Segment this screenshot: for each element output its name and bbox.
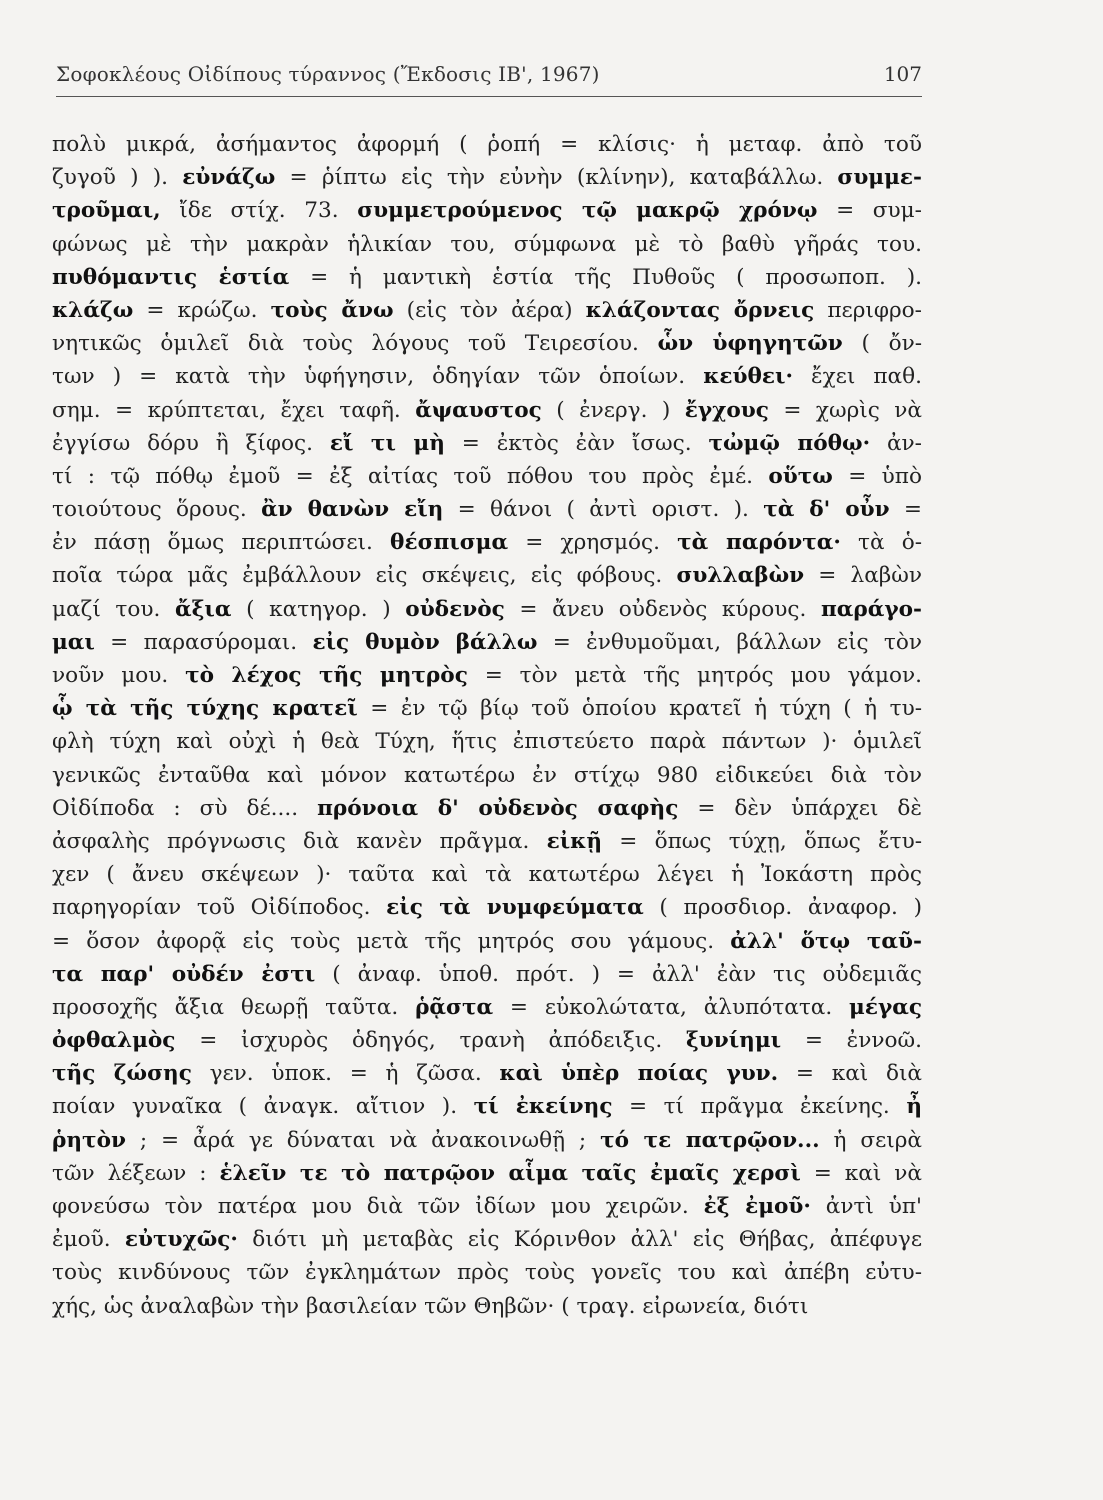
gloss: χής, ὡς ἀναλαβὼν τὴν βασιλείαν τῶν Θηβῶν· ( τραγ. εἰρωνεία, διότι bbox=[52, 1293, 809, 1319]
text-line bbox=[52, 1223, 922, 1256]
lemma: τὰ παρόντα· bbox=[677, 530, 841, 556]
lemma: ἄξια bbox=[175, 596, 232, 622]
text-line bbox=[52, 659, 922, 692]
gloss: = ἐννοῶ. bbox=[781, 1028, 922, 1054]
gloss: τοιούτους ὅρους. bbox=[52, 497, 262, 523]
gloss: = θάνοι ( ἀντὶ οριστ. ). bbox=[443, 497, 764, 523]
text-line bbox=[52, 228, 922, 261]
text-line bbox=[52, 1256, 922, 1289]
text-line bbox=[52, 294, 922, 327]
gloss: = τὸν μετὰ τῆς μητρός μου γάμον. bbox=[467, 663, 922, 688]
text-line bbox=[52, 991, 922, 1024]
lemma: συμμε- bbox=[837, 165, 923, 191]
commentary-text bbox=[52, 128, 922, 1323]
text-line bbox=[52, 1190, 922, 1223]
lemma: ἔγχους bbox=[684, 397, 769, 423]
gloss: ( ἐνεργ. ) bbox=[541, 397, 685, 423]
running-title: Σοφοκλέους Οἰδίπους τύραννος (Ἔκδοσις ΙΒ', 1967) bbox=[56, 62, 600, 86]
lemma: συμμετρούμενος τῷ μακρῷ χρόνῳ bbox=[357, 198, 818, 224]
text-line bbox=[52, 1057, 922, 1090]
text-line bbox=[52, 825, 922, 858]
text-line bbox=[52, 559, 922, 592]
lemma: κεύθει· bbox=[703, 364, 793, 390]
lemma: ῥᾷστα bbox=[415, 994, 494, 1020]
gloss: ( προσδιορ. ἀναφορ. ) bbox=[643, 895, 923, 921]
gloss: = συμ- bbox=[817, 198, 922, 224]
gloss: ἐγγίσω δόρυ ἢ ξίφος. bbox=[52, 430, 330, 456]
lemma: οὐδενὸς bbox=[405, 596, 505, 622]
lemma: ἑλεῖν τε τὸ πατρῷον αἷμα ταῖς ἐμαῖς χερσὶ bbox=[219, 1160, 801, 1186]
gloss: ἐμοῦ. bbox=[52, 1227, 125, 1253]
lemma: τοὺς ἄνω bbox=[270, 297, 394, 323]
gloss: = ἐκτὸς ἐὰν ἴσως. bbox=[444, 430, 709, 456]
text-line bbox=[52, 858, 922, 891]
gloss: = κρώζω. bbox=[133, 297, 271, 323]
gloss: ( ὄν- bbox=[842, 331, 923, 357]
gloss: ἐν πάσῃ ὅμως περιπτώσει. bbox=[52, 530, 391, 556]
lemma: πυθόμαντις ἑστία bbox=[52, 264, 290, 290]
lemma: τα παρ' οὐδέν ἐστι bbox=[52, 961, 316, 987]
gloss: νοῦν μου. bbox=[52, 663, 186, 688]
lemma: κλάζοντας ὄρνεις bbox=[585, 297, 815, 323]
gloss: = ὅπως τύχῃ, ὅπως ἔτυ- bbox=[602, 828, 922, 854]
text-line bbox=[52, 1157, 922, 1190]
text-line bbox=[52, 626, 922, 659]
lemma: εὐνάζω bbox=[182, 165, 276, 191]
gloss: γενικῶς ἐνταῦθα καὶ μόνον κατωτέρω ἐν στίχῳ 980 εἰδικεύει διὰ τὸν bbox=[52, 762, 922, 788]
text-line bbox=[52, 1024, 922, 1057]
gloss: προσοχῆς ἄξια θεωρῇ ταῦτα. bbox=[52, 994, 416, 1020]
lemma: συλλαβὼν bbox=[676, 563, 805, 589]
gloss: = καὶ νὰ bbox=[800, 1160, 922, 1186]
text-line bbox=[52, 1290, 922, 1323]
lemma: εἰκῇ bbox=[546, 828, 603, 854]
gloss: ἀν- bbox=[870, 430, 922, 456]
gloss: πολὺ μικρά, ἀσήμαντος ἀφορμή ( ῥοπή = κλίσις· ἡ μεταφ. ἀπὸ τοῦ bbox=[52, 132, 922, 157]
gloss: ( κατηγορ. ) bbox=[231, 596, 406, 622]
gloss: = ἐνθυμοῦμαι, βάλλων εἰς τὸν bbox=[537, 629, 922, 655]
lemma: τροῦμαι, bbox=[52, 198, 161, 224]
page-header bbox=[56, 60, 922, 97]
lemma: ἐξ ἐμοῦ· bbox=[703, 1194, 811, 1219]
text-line bbox=[52, 526, 922, 559]
text-line bbox=[52, 493, 922, 526]
gloss: = χωρὶς νὰ bbox=[768, 397, 923, 423]
gloss: = ἰσχυρὸς ὁδηγός, τρανὴ ἀπόδειξις. bbox=[175, 1028, 686, 1054]
text-line bbox=[52, 360, 922, 393]
lemma: εἰς θυμὸν βάλλω bbox=[312, 629, 538, 655]
gloss: νητικῶς ὁμιλεῖ διὰ τοὺς λόγους τοῦ Τειρεσίου. bbox=[52, 331, 658, 357]
lemma: τὸ λέχος τῆς μητρὸς bbox=[185, 663, 468, 688]
gloss: διότι μὴ μεταβὰς εἰς Κόρινθον ἀλλ' εἰς Θήβας, ἀπέφυγε bbox=[237, 1227, 923, 1253]
gloss: = τί πρᾶγμα ἐκείνης. bbox=[612, 1094, 907, 1120]
text-line bbox=[52, 394, 922, 427]
gloss: χεν ( ἄνευ σκέψεων )· ταῦτα καὶ τὰ κατωτέρω λέγει ἡ Ἰοκάστη πρὸς bbox=[52, 862, 922, 888]
lemma: τὰ δ' οὖν bbox=[763, 497, 890, 523]
text-line bbox=[52, 161, 922, 194]
gloss: Οἰδίποδα : σὺ δέ.... bbox=[52, 795, 318, 821]
gloss: = ὑπὸ bbox=[832, 463, 922, 489]
lemma: οὕτω bbox=[768, 463, 833, 489]
text-line bbox=[52, 261, 922, 294]
lemma: ἄψαυστος bbox=[415, 397, 542, 423]
gloss: ; = ἆρά γε δύναται νὰ ἀνακοινωθῇ ; bbox=[125, 1127, 601, 1153]
lemma: ἂν θανὼν εἴη bbox=[261, 497, 444, 523]
gloss: ἡ σειρὰ bbox=[819, 1127, 923, 1153]
gloss: = ἡ μαντικὴ ἑστία τῆς Πυθοῦς ( προσωποπ. ). bbox=[289, 264, 922, 290]
text-line bbox=[52, 891, 922, 924]
gloss: παρηγορίαν τοῦ Οἰδίποδος. bbox=[52, 895, 387, 921]
text-line bbox=[52, 427, 922, 460]
gloss: = ἐν τῷ βίῳ τοῦ ὁποίου κρατεῖ ἡ τύχη ( ἡ τυ- bbox=[357, 696, 922, 722]
lemma: παράγο- bbox=[820, 596, 922, 622]
gloss: των ) = κατὰ τὴν ὑφήγησιν, ὁδηγίαν τῶν ὁποίων. bbox=[52, 364, 704, 390]
lemma: ἦ bbox=[906, 1094, 923, 1120]
gloss: φονεύσω τὸν πατέρα μου διὰ τῶν ἰδίων μου χειρῶν. bbox=[52, 1194, 704, 1219]
lemma: ὀφθαλμὸς bbox=[52, 1028, 176, 1054]
text-line bbox=[52, 759, 922, 792]
gloss: = ῥίπτω εἰς τὴν εὐνὴν (κλίνην), καταβάλλω. bbox=[275, 165, 838, 191]
gloss: = bbox=[889, 497, 922, 523]
lemma: θέσπισμα bbox=[390, 530, 509, 556]
gloss: ποῖα τώρα μᾶς ἐμβάλλουν εἰς σκέψεις, εἰς φόβους. bbox=[52, 563, 677, 589]
lemma: ῥητὸν bbox=[52, 1127, 126, 1153]
gloss: ἀσφαλὴς πρόγνωσις διὰ κανὲν πρᾶγμα. bbox=[52, 828, 547, 854]
gloss: = ἄνευ οὐδενὸς κύρους. bbox=[504, 596, 821, 622]
text-line bbox=[52, 725, 922, 758]
text-line bbox=[52, 194, 922, 227]
text-line bbox=[52, 1124, 922, 1157]
text-line bbox=[52, 128, 922, 161]
text-line bbox=[52, 925, 922, 958]
lemma: εἴ τι μὴ bbox=[329, 430, 445, 456]
gloss: = χρησμός. bbox=[508, 530, 678, 556]
text-line bbox=[52, 958, 922, 991]
gloss: (εἰς τὸν ἀέρα) bbox=[393, 297, 586, 323]
lemma: ὧν ὑφηγητῶν bbox=[657, 331, 843, 357]
text-line bbox=[52, 792, 922, 825]
text-line bbox=[52, 593, 922, 626]
gloss: = δὲν ὑπάρχει δὲ bbox=[678, 795, 923, 821]
gloss: τοὺς κινδύνους τῶν ἐγκλημάτων πρὸς τοὺς γονεῖς του καὶ ἀπέβη εὐτυ- bbox=[52, 1260, 922, 1286]
lemma: ἀλλ' ὅτῳ ταῦ- bbox=[730, 928, 922, 954]
lemma: εἰς τὰ νυμφεύματα bbox=[386, 895, 644, 921]
gloss: ἀντὶ ὑπ' bbox=[810, 1194, 922, 1219]
gloss: περιφρο- bbox=[814, 297, 922, 323]
text-line bbox=[52, 692, 922, 725]
gloss: σημ. = κρύπτεται, ἔχει ταφῆ. bbox=[52, 397, 416, 423]
gloss: φλὴ τύχη καὶ οὐχὶ ἡ θεὰ Τύχη, ἥτις ἐπιστεύετο παρὰ πάντων )· ὁμιλεῖ bbox=[52, 729, 922, 755]
gloss: ἔχει παθ. bbox=[792, 364, 922, 390]
gloss: ποίαν γυναῖκα ( ἀναγκ. αἴτιον ). bbox=[52, 1094, 474, 1120]
gloss: = καὶ διὰ bbox=[778, 1061, 922, 1087]
lemma: μέγας bbox=[849, 994, 922, 1020]
gloss: φώνως μὲ τὴν μακρὰν ἡλικίαν του, σύμφωνα μὲ τὸ βαθὺ γῆράς του. bbox=[52, 231, 922, 257]
lemma: καὶ ὑπὲρ ποίας γυν. bbox=[499, 1061, 779, 1087]
lemma: τῆς ζώσης bbox=[52, 1061, 192, 1087]
lemma: κλάζω bbox=[52, 297, 134, 323]
gloss: τί : τῷ πόθῳ ἐμοῦ = ἐξ αἰτίας τοῦ πόθου του πρὸς ἐμέ. bbox=[52, 463, 769, 489]
lemma: ᾧ τὰ τῆς τύχης κρατεῖ bbox=[52, 696, 358, 722]
gloss: = λαβὼν bbox=[804, 563, 922, 589]
lemma: εὐτυχῶς· bbox=[124, 1227, 238, 1253]
gloss: = εὐκολώτατα, ἀλυπότατα. bbox=[493, 994, 850, 1020]
lemma: ξυνίημι bbox=[685, 1028, 782, 1054]
gloss: ζυγοῦ ) ). bbox=[52, 165, 183, 191]
gloss: = παρασύρομαι. bbox=[94, 629, 313, 655]
lemma: τό τε πατρῷον... bbox=[600, 1127, 820, 1153]
gloss: μαζί του. bbox=[52, 596, 175, 622]
gloss: τὰ ὁ- bbox=[840, 530, 922, 556]
text-line bbox=[52, 1090, 922, 1123]
lemma: τὠμῷ πόθῳ· bbox=[708, 430, 871, 456]
lemma: πρόνοια δ' οὐδενὸς σαφὴς bbox=[317, 795, 679, 821]
page-number: 107 bbox=[883, 62, 922, 86]
lemma: μαι bbox=[52, 629, 95, 655]
gloss: ἴδε στίχ. 73. bbox=[160, 198, 358, 224]
lemma: τί ἐκείνης bbox=[473, 1094, 613, 1120]
gloss: γεν. ὑποκ. = ἡ ζῶσα. bbox=[191, 1061, 500, 1087]
gloss: τῶν λέξεων : bbox=[52, 1160, 220, 1186]
gloss: = ὅσον ἀφορᾷ εἰς τοὺς μετὰ τῆς μητρός σου γάμους. bbox=[52, 928, 731, 954]
text-line bbox=[52, 327, 922, 360]
gloss: ( ἀναφ. ὑποθ. πρότ. ) = ἀλλ' ἐὰν τις οὐδεμιᾶς bbox=[315, 961, 922, 987]
text-line bbox=[52, 460, 922, 493]
